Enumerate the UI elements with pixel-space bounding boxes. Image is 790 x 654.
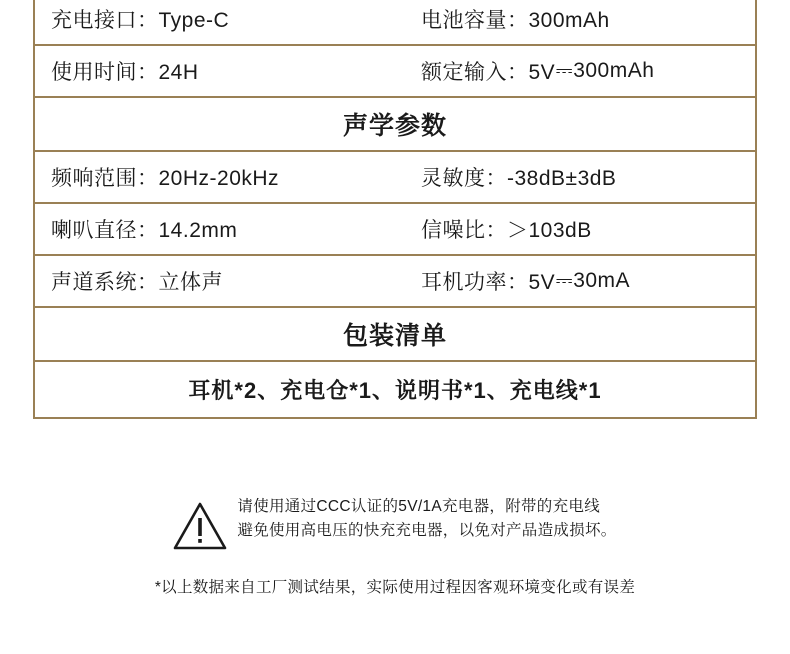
spec-frequency-response: 频响范围：20Hz-20kHz [51,167,280,190]
specification-table [33,0,757,419]
spec-charging-port: 充电接口：Type-C [51,9,230,32]
spec-usage-time: 使用时间：24H [51,61,199,84]
spec-earphone-power [395,256,755,306]
spec-earphone-power-suffix: 30mA [573,269,631,292]
section-title-package: 包装清单 [342,322,447,350]
package-contents: 耳机*2、充电仓*1、说明书*1、充电线*1 [188,378,602,403]
spec-rated-input-suffix: 300mAh [573,59,655,82]
table-section-header-row [35,98,755,152]
table-row [35,256,755,308]
table-section-header-row [35,308,755,362]
spec-earphone-power-prefix: 耳机功率：5V [421,271,556,294]
warning-line-1: 请使用通过CCC认证的5V/1A充电器，附带的充电线 [237,498,600,515]
spec-channel-system: 声道系统：立体声 [51,271,223,294]
table-row [35,46,755,98]
table-row [35,204,755,256]
warning-text [237,495,616,543]
table-row [35,0,755,46]
table-row [35,152,755,204]
spec-sensitivity: 灵敏度：-38dB±3dB [421,167,617,190]
warning-triangle-icon [173,501,227,551]
warning-block [0,495,790,545]
spec-signal-noise-ratio: 信噪比：＞103dB [421,219,592,242]
footnote-text: *以上数据来自工厂测试结果，实际使用过程因客观环境变化或有误差 [154,579,636,596]
warning-line-2: 避免使用高电压的快充充电器，以免对产品造成损坏。 [237,522,617,539]
spec-rated-input-prefix: 额定输入：5V [421,61,556,84]
spec-rated-input [395,46,755,96]
dc-current-icon: ⎓ [555,59,573,82]
section-title-acoustic: 声学参数 [342,112,447,140]
dc-current-icon: ⎓ [555,269,573,292]
spec-speaker-diameter: 喇叭直径：14.2mm [51,219,238,242]
spec-battery-capacity: 电池容量：300mAh [421,9,610,32]
table-row [35,362,755,419]
